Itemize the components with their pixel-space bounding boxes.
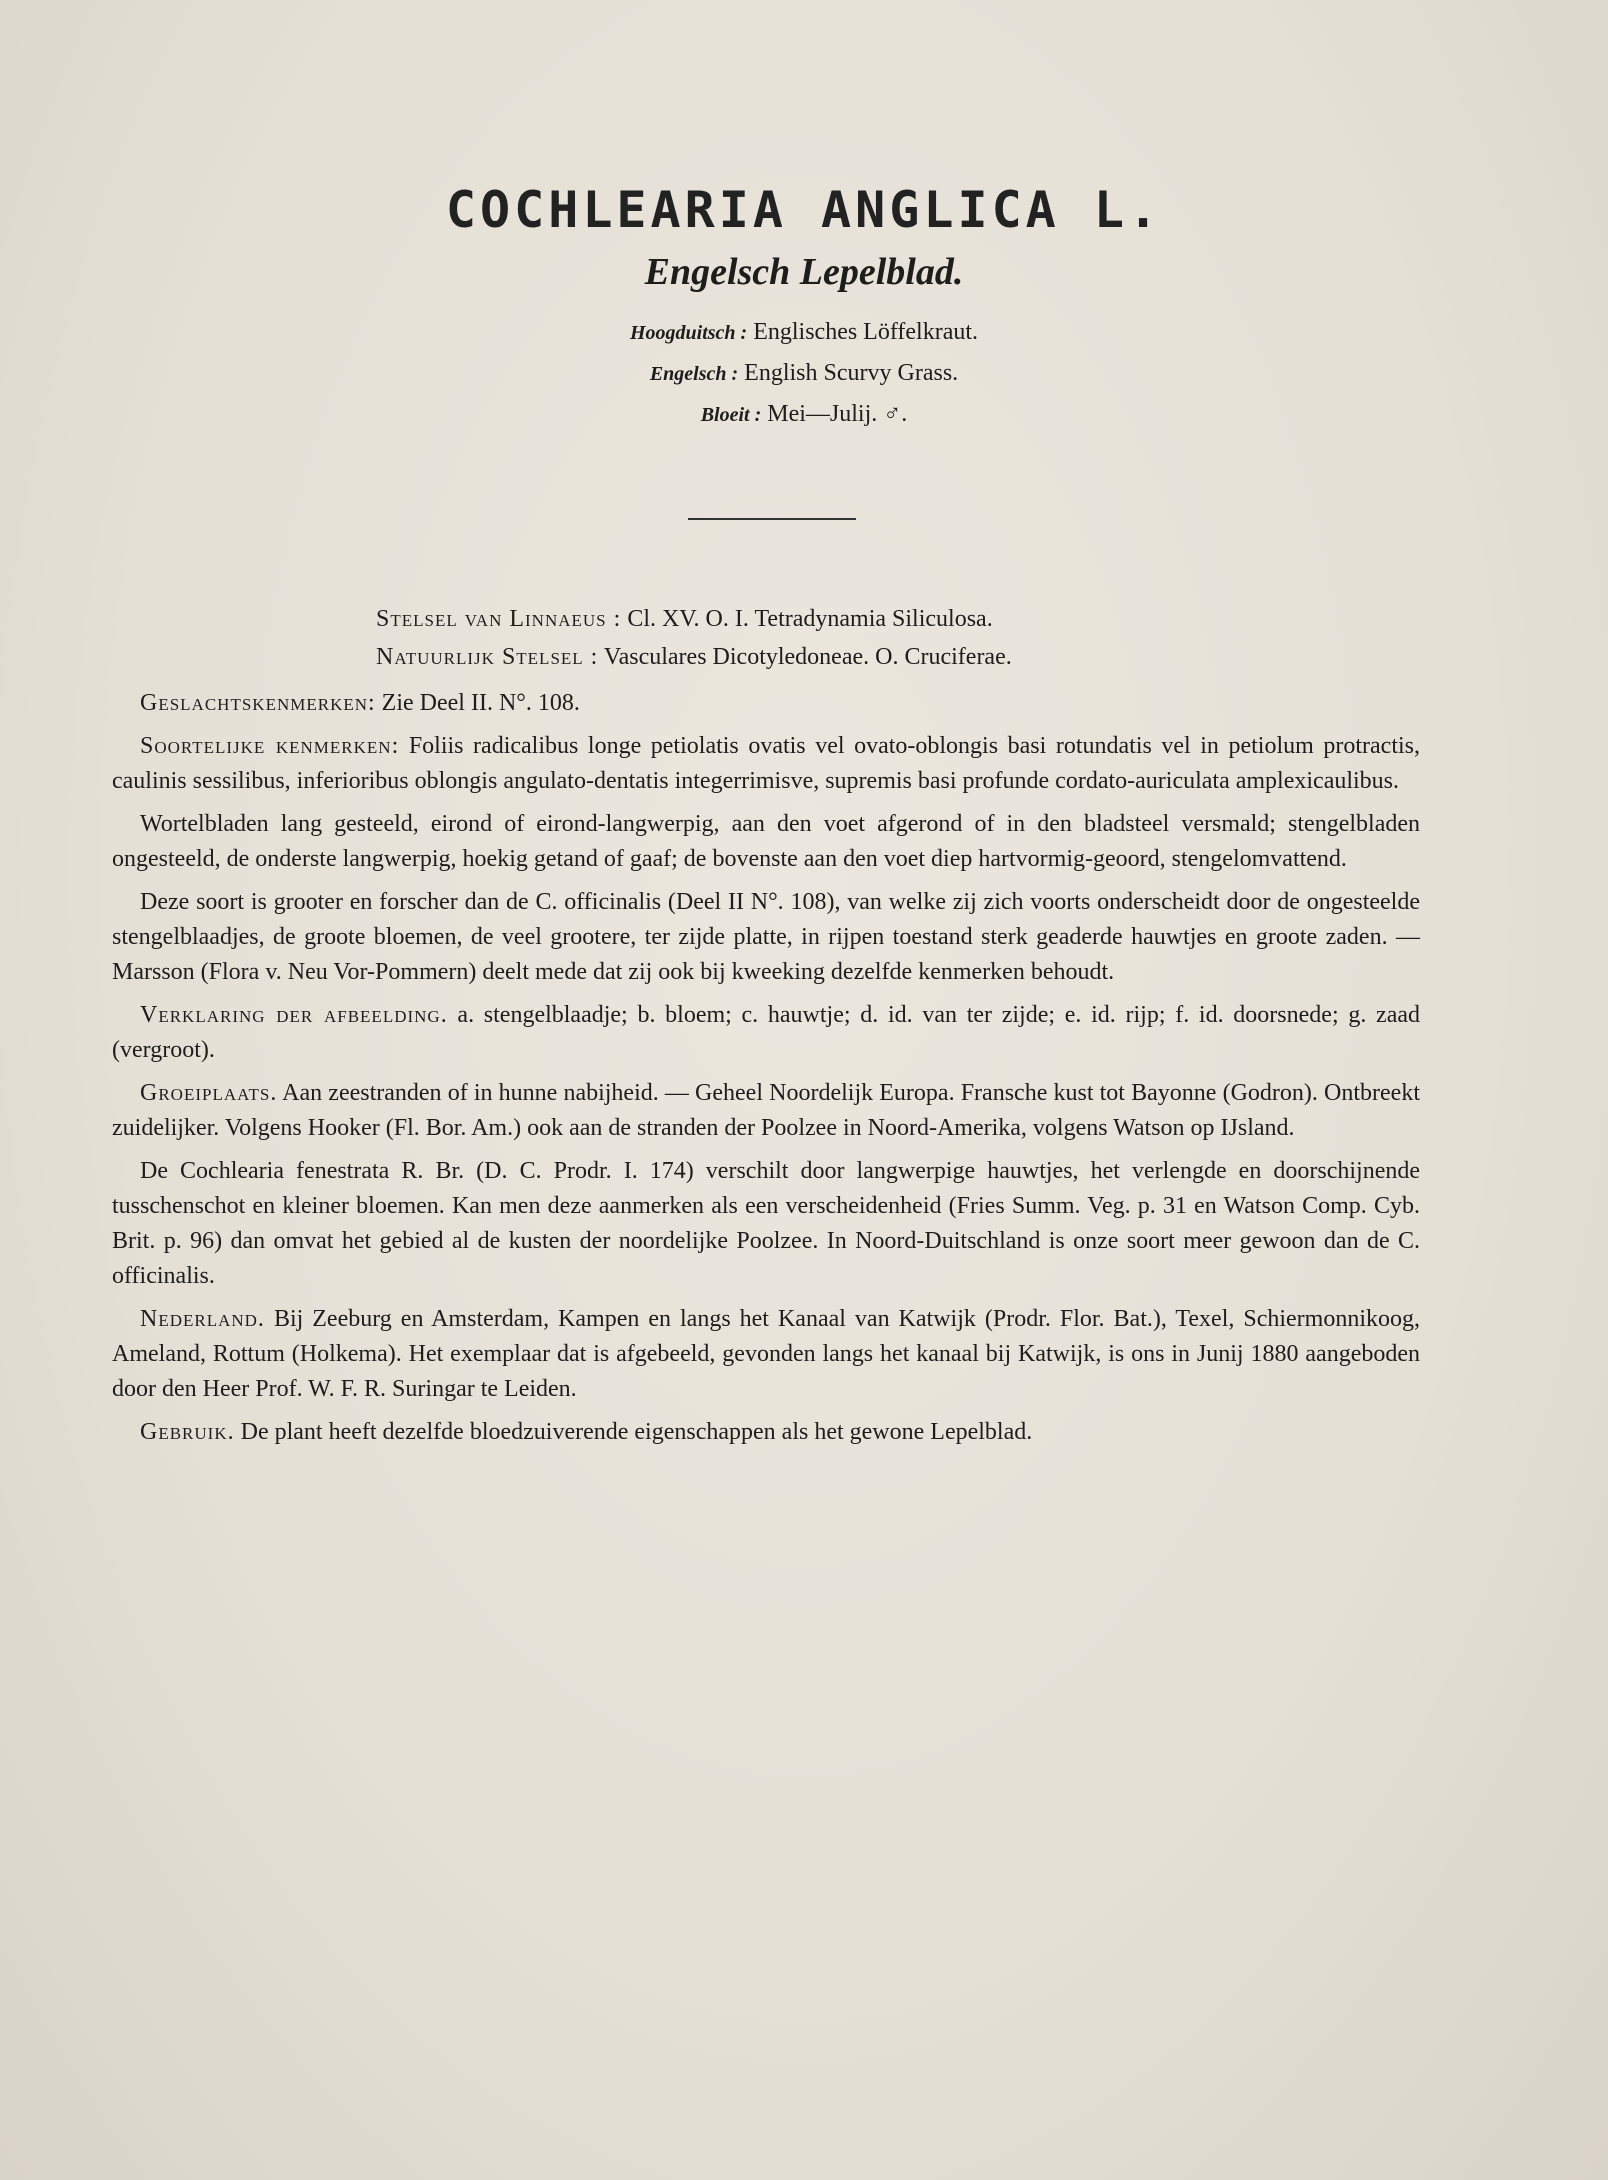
paragraph-text: Deze soort is grooter en forscher dan de C. officinalis (Deel II N°. 108), van welke zij zich voorts onderscheidt door de ongesteelde stengelblaadjes, de groote bloemen, de veel grootere, ter zijde platte, in rijpen toestand sterk geaderde hauwtjes en groote zaden. — Marsson (Flora v. Neu Vor-Pommern) deelt mede dat zij ook bij kweeking dezelfde kenmerken behoudt. — [112, 889, 1420, 985]
name-label: Engelsch : — [649, 363, 739, 385]
paragraph-head: Groeiplaats. — [140, 1080, 278, 1106]
name-label: Hoogduitsch : — [629, 322, 748, 344]
paragraph-head: Soortelijke kenmerken: — [140, 733, 400, 759]
page-subtitle: Engelsch Lepelblad. — [644, 251, 964, 293]
paragraph-comparison — [112, 885, 1420, 990]
natural-system — [140, 638, 1420, 676]
classification-block — [140, 600, 1420, 676]
paragraph-head: Verklaring der afbeelding. — [140, 1002, 448, 1028]
paragraph-text: Aan zeestranden of in hunne nabijheid. — Geheel Noordelijk Europa. Fransche kust tot Bayonne (Godron). Ontbreekt zuidelijker. Volgens Hooker (Fl. Bor. Am.) ook aan de stranden der Poolzee in Noord-Amerika, volgens Watson op IJsland. — [112, 1080, 1420, 1141]
linnaeus-system — [140, 600, 1420, 638]
paragraph-head: Gebruik. — [140, 1419, 235, 1445]
page-title: COCHLEARIA ANGLICA L. — [445, 181, 1163, 239]
classification-text: Vasculares Dicotyledoneae. O. Cruciferae. — [603, 644, 1012, 670]
paragraph-figure-legend — [112, 998, 1420, 1068]
paragraph-text: Foliis radicalibus longe petiolatis ovatis vel ovato-oblongis basi rotundatis vel in petiolum protractis, caulinis sessilibus, inferioribus oblongis angulato-dentatis integerrimisve, supremis basi profunde cordato-auriculata amplexicaulibus. — [112, 733, 1420, 794]
classification-head: Natuurlijk Stelsel : — [376, 644, 599, 670]
paragraph-head: Geslachtskenmerken: — [140, 690, 376, 716]
paragraph-text: De plant heeft dezelfde bloedzuiverende eigenschappen als het gewone Lepelblad. — [240, 1419, 1033, 1445]
paragraph-netherlands — [112, 1302, 1420, 1407]
paragraph-text: Zie Deel II. N°. 108. — [381, 690, 580, 716]
common-name-german — [0, 312, 1608, 353]
name-value: Mei—Julij. ♂. — [767, 401, 908, 427]
paragraph-usage — [112, 1415, 1420, 1450]
paragraph-species-latin — [112, 729, 1420, 799]
paragraph-text: Wortelbladen lang gesteeld, eirond of eirond-langwerpig, aan den voet afgerond of in den bladsteel versmald; stengelbladen ongesteeld, de onderste langwerpig, hoekig getand of gaaf; de bovenste aan den voet diep hartvormig-geoord, stengelomvattend. — [112, 811, 1420, 872]
common-name-english — [0, 353, 1608, 394]
paragraph-habitat — [112, 1076, 1420, 1146]
divider-rule — [688, 518, 856, 520]
paragraph-species-dutch — [112, 807, 1420, 877]
paragraph-genus — [112, 686, 1420, 721]
name-value: Englisches Löffelkraut. — [753, 319, 979, 345]
name-label: Bloeit : — [700, 404, 762, 426]
page-header — [0, 180, 1608, 435]
paragraph-text: a. stengelblaadje; b. bloem; c. hauwtje; d. id. van ter zijde; e. id. rijp; f. id. doorsnede; g. zaad (vergroot). — [112, 1002, 1421, 1063]
classification-text: Cl. XV. O. I. Tetradynamia Siliculosa. — [627, 606, 993, 632]
flowering-period — [0, 394, 1608, 435]
description-body — [112, 686, 1420, 1458]
classification-head: Stelsel van Linnaeus : — [376, 606, 622, 632]
name-value: English Scurvy Grass. — [744, 360, 959, 386]
paragraph-text: Bij Zeeburg en Amsterdam, Kampen en langs het Kanaal van Katwijk (Prodr. Flor. Bat.), Texel, Schiermonnikoog, Ameland, Rottum (Holkema). Het exemplaar dat is afgebeeld, gevonden langs het kanaal bij Katwijk, is ons in Junij 1880 aangeboden door den Heer Prof. W. F. R. Suringar te Leiden. — [112, 1306, 1421, 1402]
paragraph-text: De Cochlearia fenestrata R. Br. (D. C. Prodr. I. 174) verschilt door langwerpige hauwtjes, het verlengde en doorschijnende tusschenschot en kleiner bloemen. Kan men deze aanmerken als een verscheidenheid (Fries Summ. Veg. p. 31 en Watson Comp. Cyb. Brit. p. 96) dan omvat het gebied al de kusten der noordelijke Poolzee. In Noord-Duitschland is onze soort meer gewoon dan de C. officinalis. — [112, 1158, 1420, 1289]
paragraph-head: Nederland. — [140, 1306, 265, 1332]
paragraph-variety — [112, 1154, 1420, 1294]
